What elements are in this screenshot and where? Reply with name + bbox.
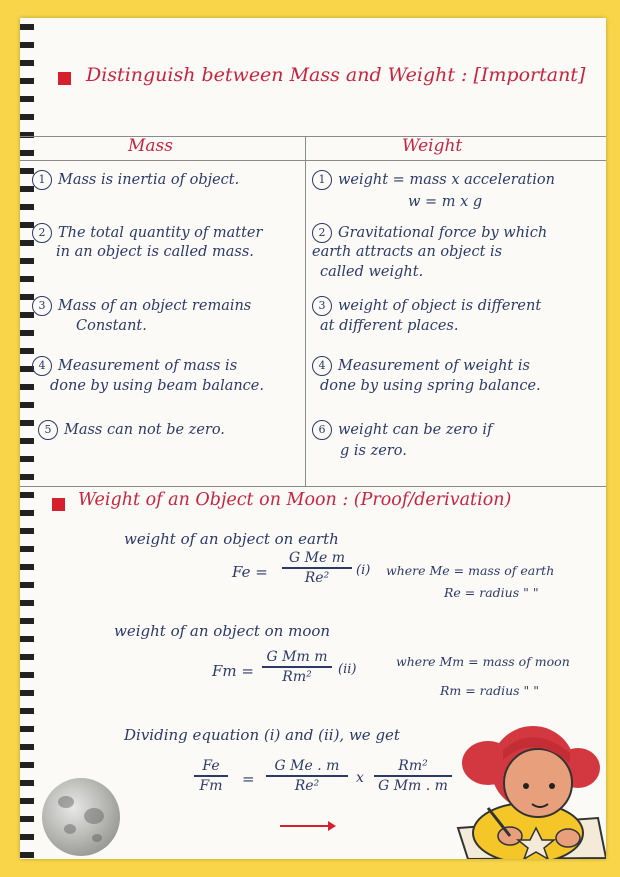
table-divider	[305, 136, 306, 486]
weight-point-2-line3: called weight.	[320, 264, 424, 280]
mass-point-text: The total quantity of matter	[58, 225, 263, 241]
point-number: 5	[38, 420, 58, 440]
notebook-page	[20, 18, 606, 859]
weight-point-1-formula: w = m x g	[408, 194, 483, 210]
fe-tag: (i)	[356, 563, 371, 578]
point-number: 4	[312, 356, 332, 376]
mass-point-text: Measurement of mass is	[58, 358, 238, 374]
weight-point-text: weight of object is different	[338, 298, 542, 314]
weight-point-text: weight can be zero if	[338, 422, 493, 438]
girl-drawing-illustration	[448, 708, 606, 859]
earth-term-denominator: Re²	[294, 777, 320, 794]
moon-term-denominator: G Mm . m	[378, 777, 448, 794]
fm-tag: (ii)	[338, 662, 357, 677]
weight-point-1	[312, 170, 555, 190]
mass-point-text: Mass is inertia of object.	[58, 172, 240, 188]
fe-where-radius: Re = radius " "	[444, 585, 539, 600]
mass-point-text: Mass of an object remains	[58, 298, 252, 314]
dividing-line: Dividing equation (i) and (ii), we get	[124, 726, 400, 744]
table-bottom-line	[20, 486, 606, 487]
section2-heading: Weight of an Object on Moon : (Proof/derivation)	[78, 490, 512, 510]
fe-lhs: Fe =	[232, 563, 268, 581]
weight-point-text: weight = mass x acceleration	[338, 172, 555, 188]
mass-point-3-line2: Constant.	[76, 318, 147, 334]
fe-where-mass: where Me = mass of earth	[386, 563, 555, 578]
mass-point-4-line2: done by using beam balance.	[50, 378, 264, 394]
fm-numerator: G Mm m	[266, 649, 328, 665]
fraction-bar	[194, 775, 228, 777]
earth-term-fraction	[266, 758, 348, 794]
fe-denominator: Re²	[304, 569, 330, 586]
weight-point-4	[312, 356, 530, 376]
mass-point-4	[32, 356, 237, 376]
moon-illustration	[42, 778, 120, 856]
fm-where-mass: where Mm = mass of moon	[396, 654, 570, 669]
earth-term-numerator: G Me . m	[274, 758, 340, 774]
weight-point-3-line2: at different places.	[320, 318, 459, 334]
mass-point-2	[32, 223, 262, 243]
spiral-binding	[20, 18, 34, 859]
fm-where-radius: Rm = radius " "	[440, 683, 540, 698]
table-header-line	[20, 160, 606, 161]
mass-point-text: Mass can not be zero.	[64, 422, 225, 438]
fraction-bar	[374, 775, 452, 777]
fm-denominator: Rm²	[282, 668, 312, 685]
moon-term-numerator: Rm²	[398, 758, 428, 774]
fm-fraction	[262, 649, 332, 685]
point-number: 3	[312, 296, 332, 316]
mass-point-1	[32, 170, 239, 190]
weight-point-4-line2: done by using spring balance.	[320, 378, 541, 394]
weight-column-header: Weight	[402, 136, 463, 156]
mass-point-5	[38, 420, 225, 440]
ratio-numerator: Fe	[202, 758, 220, 774]
mass-column-header: Mass	[128, 136, 173, 156]
ratio-denominator: Fm	[199, 777, 223, 794]
multiply-sign: x	[356, 770, 364, 786]
point-number: 2	[32, 223, 52, 243]
table-top-line	[20, 136, 606, 137]
arrow-right-icon	[278, 818, 338, 834]
fe-fraction	[282, 550, 352, 586]
red-bullet-square	[58, 72, 71, 85]
weight-point-5-line2: g is zero.	[340, 443, 407, 459]
moon-term-fraction	[374, 758, 452, 794]
fm-lhs: Fm =	[212, 662, 254, 680]
earth-weight-line: weight of an object on earth	[124, 530, 339, 548]
weight-point-text: Measurement of weight is	[338, 358, 530, 374]
point-number: 1	[312, 170, 332, 190]
weight-point-text: Gravitational force by which	[338, 225, 548, 241]
point-number: 4	[32, 356, 52, 376]
red-bullet-square	[52, 498, 65, 511]
weight-point-2-line2: earth attracts an object is	[312, 244, 503, 260]
point-number: 6	[312, 420, 332, 440]
fraction-bar	[266, 775, 348, 777]
weight-point-3	[312, 296, 541, 316]
mass-point-2-line2: in an object is called mass.	[56, 244, 254, 260]
fraction-bar	[282, 567, 352, 569]
fraction-bar	[262, 666, 332, 668]
moon-weight-line: weight of an object on moon	[114, 622, 331, 640]
mass-point-3	[32, 296, 251, 316]
fe-over-fm	[194, 758, 228, 794]
point-number: 2	[312, 223, 332, 243]
equals-sign: =	[242, 770, 255, 788]
weight-point-2	[312, 223, 547, 243]
point-number: 3	[32, 296, 52, 316]
fe-numerator: G Me m	[289, 550, 345, 566]
point-number: 1	[32, 170, 52, 190]
weight-point-5	[312, 420, 492, 440]
section1-heading: Distinguish between Mass and Weight : [Important]	[86, 64, 586, 86]
